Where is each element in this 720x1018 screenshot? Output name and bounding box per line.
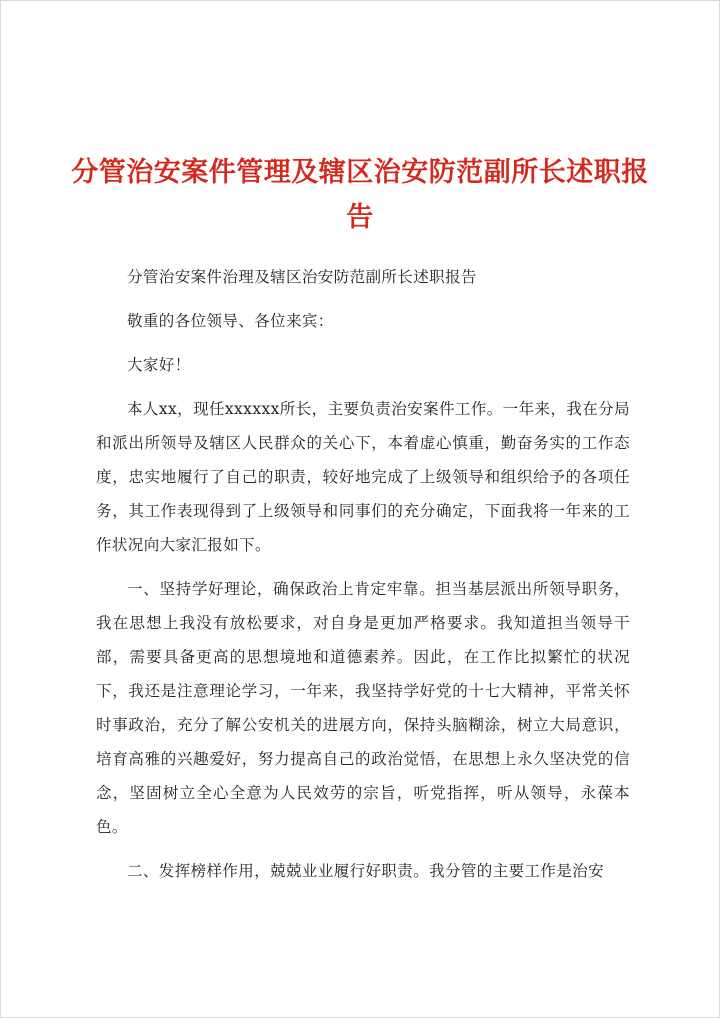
- paragraph-salutation: 敬重的各位领导、各位来宾：: [127, 312, 334, 330]
- paragraph-intro: 本人xx，现任xxxxxx所长，主要负责治安案件工作。一年来，我在分局和派出所领导及辖区人民群众的关心下，本着虚心慎重，勤奋务实的工作态度，忠实地履行了自己的职责，较好地完成了上级领导和组织给予的各项任务，其工作表现得到了上级领导和同事们的充分确定，下面我将一年来的工作状况向大家汇报如下。: [96, 400, 630, 554]
- document-title: 分管治安案件管理及辖区治安防范副所长述职报告: [71, 157, 649, 233]
- paragraph-subtitle: 分管治安案件治理及辖区治安防范副所长述职报告: [127, 268, 477, 286]
- paragraph-greeting: 大家好！: [127, 356, 191, 374]
- document-body: [96, 260, 630, 898]
- paragraph-section-2: 二、发挥榜样作用，兢兢业业履行好职责。我分管的主要工作是治安: [127, 862, 605, 880]
- paragraph-section-1: 一、坚持学好理论，确保政治上肯定牢靠。担当基层派出所领导职务，我在思想上我没有放松要求，对自身是更加严格要求。我知道担当领导干部，需要具备更高的思想境地和道德素养。因此，在工作比拟繁忙的状况下，我还是注意理论学习，一年来，我坚持学好党的十七大精神，平常关怀时事政治，充分了解公安机关的进展方向，保持头脑糊涂，树立大局意识，培育高雅的兴趣爱好，努力提高自己的政治觉悟，在思想上永久坚决党的信念，坚固树立全心全意为人民效劳的宗旨，听党指挥，听从领导，永葆本色。: [96, 580, 630, 836]
